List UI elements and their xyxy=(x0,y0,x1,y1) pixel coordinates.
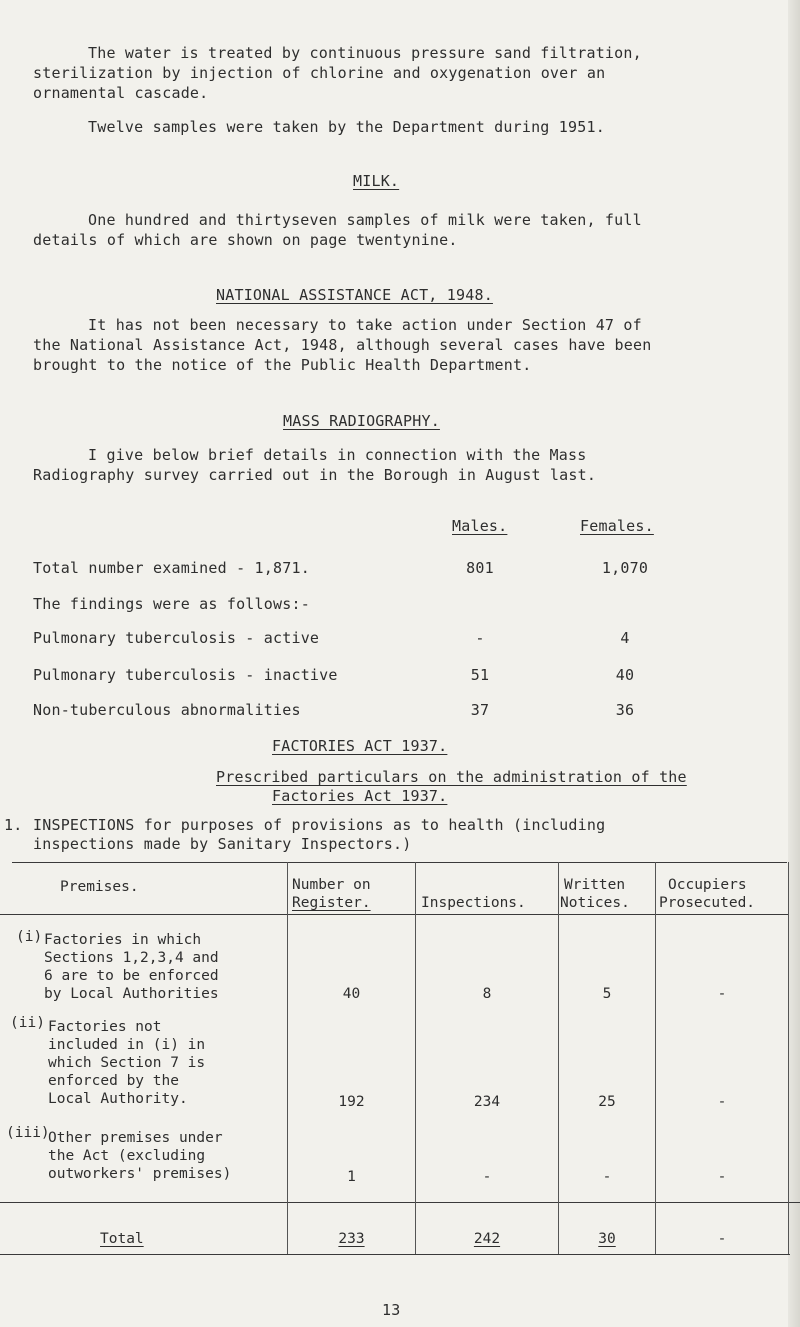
row-register: 40 xyxy=(342,986,361,1002)
table-total-rule xyxy=(0,1202,800,1203)
milk-heading: MILK. xyxy=(353,172,400,190)
row-notices: 25 xyxy=(598,1094,616,1110)
header-inspections: Inspections. xyxy=(421,895,526,911)
table-top-rule xyxy=(12,862,787,863)
mass-radiography-heading: MASS RADIOGRAPHY. xyxy=(283,412,440,430)
section-line-1: INSPECTIONS for purposes of provisions as to health (including xyxy=(33,816,606,834)
row-inspections: 234 xyxy=(473,1094,501,1110)
radiography-row-males: 37 xyxy=(470,701,490,719)
inspections-table xyxy=(0,848,800,1268)
radiography-row-females: 36 xyxy=(615,701,635,719)
row-number: (ii) xyxy=(10,1015,45,1031)
table-column-rule xyxy=(788,862,789,1254)
row-premises-line: Sections 1,2,3,4 and xyxy=(44,950,219,966)
row-prosecuted: - xyxy=(717,986,727,1002)
section-number: 1. xyxy=(4,816,23,834)
row-notices: 5 xyxy=(602,986,612,1002)
header-premises: Premises. xyxy=(60,879,139,895)
total-prosecuted: - xyxy=(717,1231,727,1247)
radiography-row-females: 4 xyxy=(620,629,630,647)
header-prosecuted-line-2: Prosecuted. xyxy=(659,895,756,911)
row-inspections: - xyxy=(482,1169,492,1185)
total-label: Total xyxy=(100,1231,144,1247)
water-line-3: ornamental cascade. xyxy=(33,84,209,102)
radiography-row-label: The findings were as follows:- xyxy=(33,595,310,613)
row-prosecuted: - xyxy=(717,1169,727,1185)
radiography-row-males: 51 xyxy=(470,666,490,684)
table-header-rule xyxy=(0,914,788,915)
row-premises-line: outworkers' premises) xyxy=(48,1166,232,1182)
header-notices-line-1: Written xyxy=(564,877,626,893)
table-bottom-rule xyxy=(0,1254,790,1255)
national-assistance-heading: NATIONAL ASSISTANCE ACT, 1948. xyxy=(216,286,493,304)
radiography-row-label: Non-tuberculous abnormalities xyxy=(33,701,301,719)
row-premises-line: the Act (excluding xyxy=(48,1148,206,1164)
row-premises-line: Factories not xyxy=(48,1019,162,1035)
col-males-header: Males. xyxy=(452,517,508,535)
national-assistance-line-3: brought to the notice of the Public Health Department. xyxy=(33,356,532,374)
total-inspections: 242 xyxy=(473,1231,501,1247)
page-number: 13 xyxy=(382,1301,401,1319)
factories-subheading-line-1: Prescribed particulars on the administration of the xyxy=(216,768,687,786)
total-register: 233 xyxy=(338,1231,365,1247)
row-inspections: 8 xyxy=(482,986,492,1002)
header-notices-line-2: Notices. xyxy=(560,895,630,911)
header-prosecuted-line-1: Occupiers xyxy=(668,877,747,893)
factories-heading: FACTORIES ACT 1937. xyxy=(272,737,448,755)
water-samples-text: Twelve samples were taken by the Department during 1951. xyxy=(88,118,605,136)
row-premises-line: enforced by the xyxy=(48,1073,179,1089)
col-females-header: Females. xyxy=(580,517,654,535)
table-column-rule xyxy=(287,862,288,1254)
header-register-line-1: Number on xyxy=(292,877,371,893)
table-column-rule xyxy=(655,862,656,1254)
radiography-row-males: 801 xyxy=(466,559,494,577)
total-notices: 30 xyxy=(598,1231,616,1247)
header-register-line-2: Register. xyxy=(292,895,371,911)
radiography-row-label: Pulmonary tuberculosis - active xyxy=(33,629,320,647)
table-column-rule xyxy=(558,862,559,1254)
radiography-row-males: - xyxy=(475,629,485,647)
row-register: 1 xyxy=(347,1169,356,1185)
table-column-rule xyxy=(415,862,416,1254)
row-premises-line: 6 are to be enforced xyxy=(44,968,219,984)
mass-radiography-line-2: Radiography survey carried out in the Borough in August last. xyxy=(33,466,597,484)
national-assistance-line-1: It has not been necessary to take action under Section 47 of xyxy=(88,316,642,334)
row-premises-line: Local Authority. xyxy=(48,1091,188,1107)
row-premises-line: included in (i) in xyxy=(48,1037,206,1053)
milk-line-2: details of which are shown on page twentynine. xyxy=(33,231,458,249)
row-premises-line: Other premises under xyxy=(48,1130,223,1146)
section-line-2: inspections made by Sanitary Inspectors.) xyxy=(33,835,412,853)
row-register: 192 xyxy=(338,1094,365,1110)
radiography-row-label: Pulmonary tuberculosis - inactive xyxy=(33,666,338,684)
factories-subheading-line-2: Factories Act 1937. xyxy=(272,787,448,805)
row-notices: - xyxy=(602,1169,612,1185)
row-prosecuted: - xyxy=(717,1094,727,1110)
radiography-row-females: 40 xyxy=(615,666,635,684)
row-premises-line: which Section 7 is xyxy=(48,1055,206,1071)
national-assistance-line-2: the National Assistance Act, 1948, although several cases have been xyxy=(33,336,652,354)
row-number: (iii) xyxy=(6,1125,50,1141)
water-line-2: sterilization by injection of chlorine and oxygenation over an xyxy=(33,64,606,82)
row-number: (i) xyxy=(16,929,43,945)
radiography-row-label: Total number examined - 1,871. xyxy=(33,559,310,577)
row-premises-line: by Local Authorities xyxy=(44,986,219,1002)
water-line-1: The water is treated by continuous pressure sand filtration, xyxy=(88,44,642,62)
milk-line-1: One hundred and thirtyseven samples of milk were taken, full xyxy=(88,211,642,229)
mass-radiography-line-1: I give below brief details in connection with the Mass xyxy=(88,446,587,464)
radiography-row-females: 1,070 xyxy=(601,559,649,577)
row-premises-line: Factories in which xyxy=(44,932,202,948)
